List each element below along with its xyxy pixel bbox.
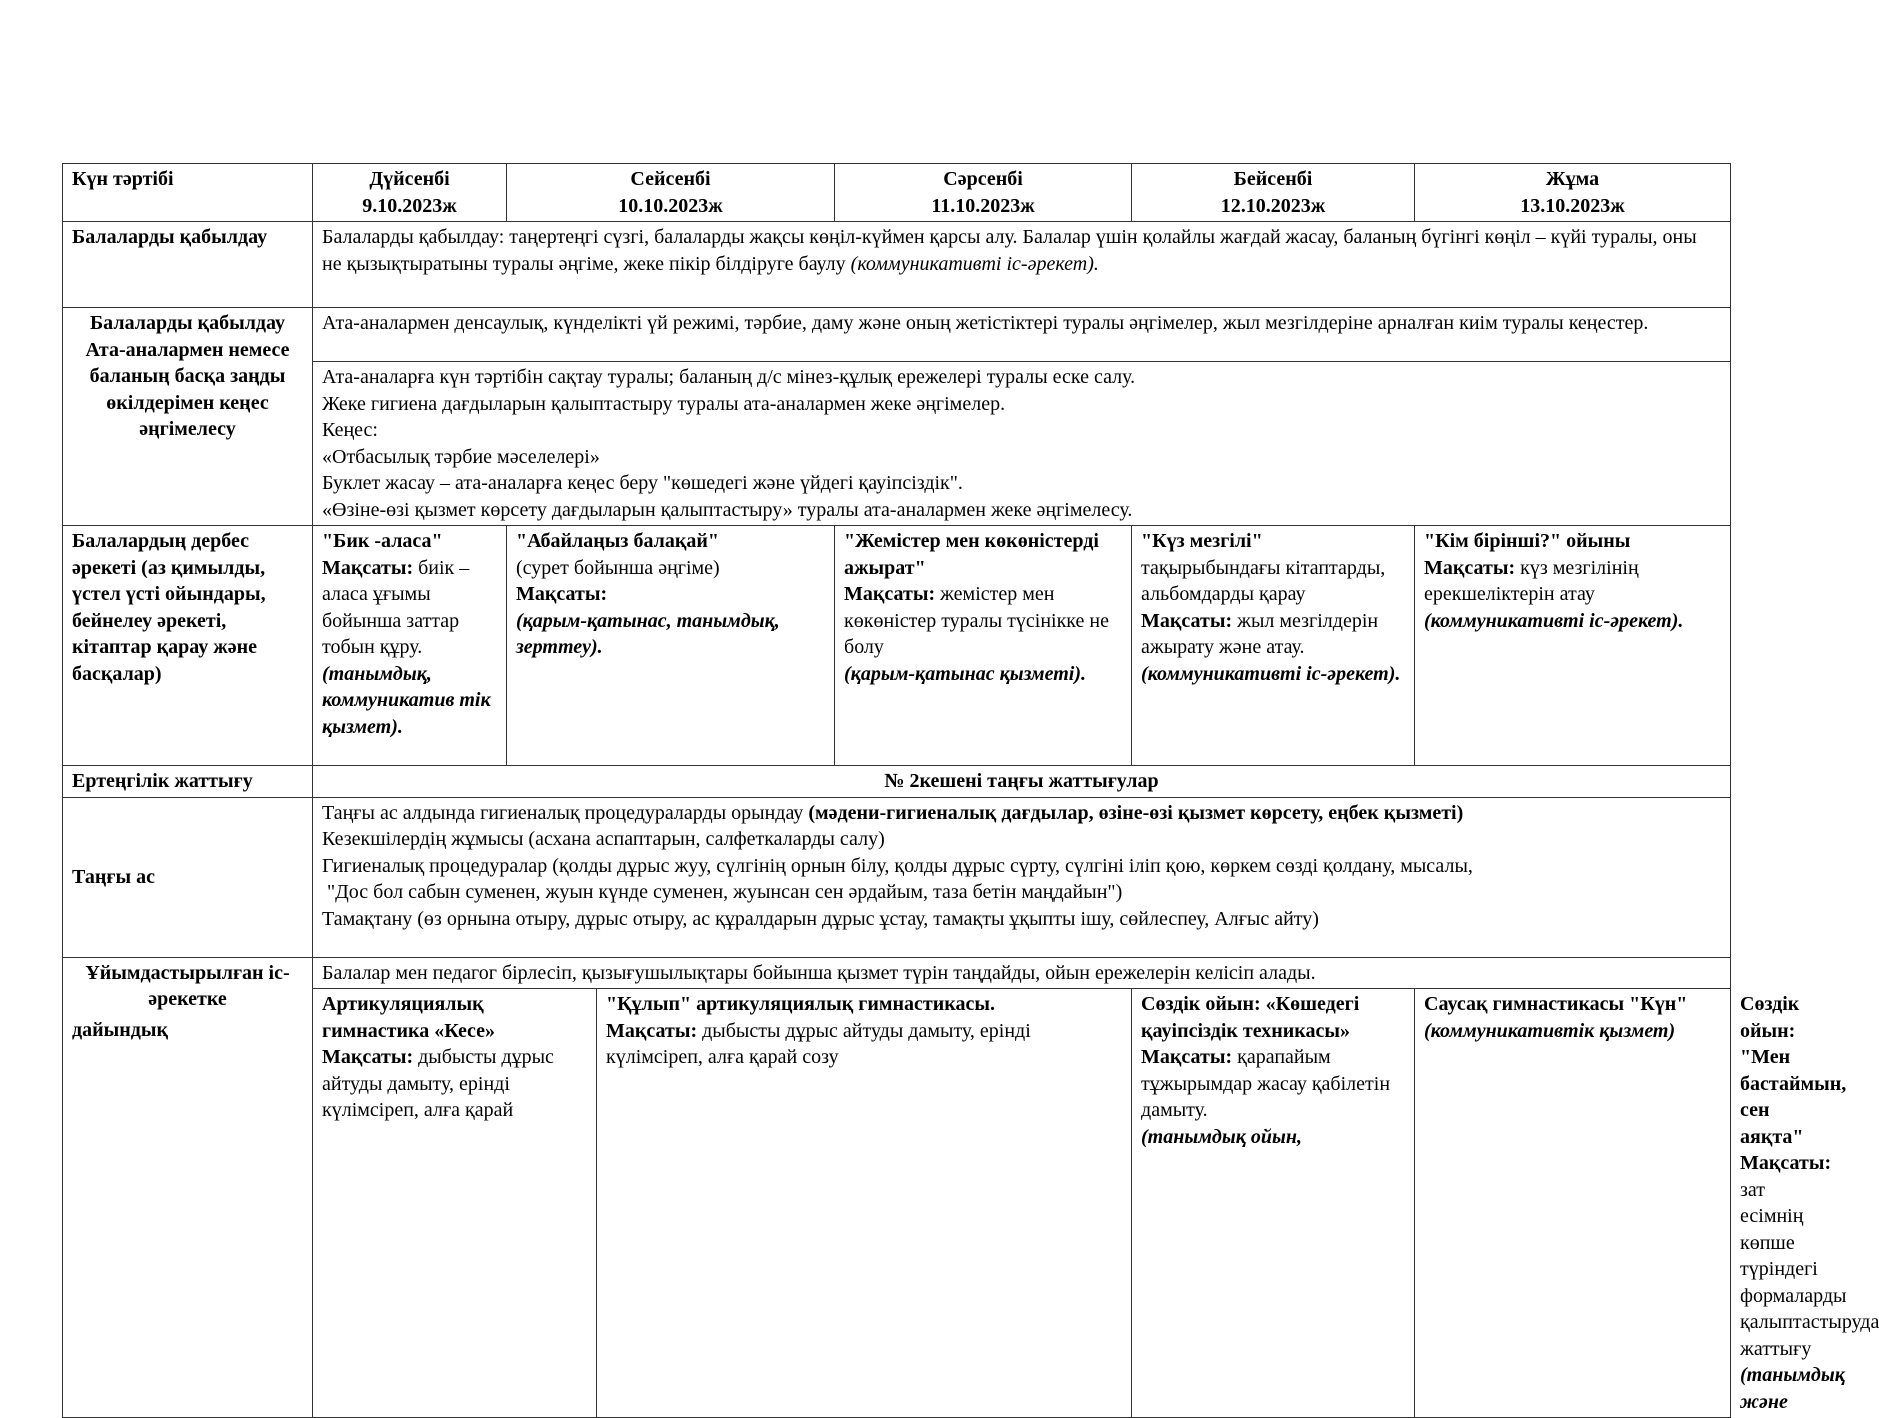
- activity-title: Саусақ гимнастикасы "Күн": [1424, 993, 1688, 1015]
- breakfast-line: Гигиеналық процедуралар (қолды дұрыс жуу, сүлгінің орнын білу, қолды дұрыс сүрту, сүлгіні іліп қою, көркем сөзді қолдану, мысалы,: [322, 854, 1473, 877]
- breakfast-line-bold: (мәдени-гигиеналық дағдылар, өзіне-өзі қызмет көрсету, еңбек қызметі): [808, 801, 1464, 824]
- day-header-tuesday: [507, 164, 835, 222]
- parents-line: Буклет жасау – ата-аналарға кеңес беру "көшедегі және үйдегі қауіпсіздік".: [322, 472, 963, 494]
- prep-label-bottom: дайындық: [72, 1018, 169, 1041]
- reception-label: Балаларды қабылдау: [63, 222, 313, 308]
- prep-label: [63, 957, 313, 1418]
- reception-content: [313, 222, 1731, 308]
- day-header-friday: [1415, 164, 1731, 222]
- breakfast-row: [63, 797, 1731, 957]
- prep-wednesday: [1132, 989, 1415, 1418]
- parents-reminders: [313, 362, 1731, 526]
- goal-text: жыл мезгілдерін ажырату және атау.: [1141, 609, 1379, 658]
- prep-tuesday: [597, 989, 1132, 1418]
- activity-note: (танымдық, коммуникатив тік қызмет).: [322, 662, 491, 738]
- prep-row-1: [63, 957, 1731, 989]
- day-header-monday: [313, 164, 507, 222]
- parents-line: «Өзіне-өзі қызмет көрсету дағдыларын қалыптастыру» туралы ата-аналармен жеке әңгімелесу.: [322, 498, 1133, 521]
- day-date: 11.10.2023ж: [931, 194, 1035, 217]
- activity-note: (коммуникативті іс-әрекет).: [1141, 662, 1401, 685]
- parents-line: Кеңес:: [322, 419, 378, 441]
- prep-thursday: [1415, 989, 1731, 1418]
- parents-line: «Отбасылық тәрбие мәселелері»: [322, 445, 600, 468]
- exercise-content: № 2кешені таңғы жаттығулар: [313, 766, 1731, 798]
- activity-title: "Құлып" артикуляциялық гимнастикасы.: [606, 993, 995, 1015]
- goal-label: Мақсаты:: [1141, 609, 1233, 632]
- reception-text: Балаларды қабылдау: таңертеңгі сүзгі, балаларды жақсы көңіл-күймен қарсы алу. Балалар үшін қолайлы жағдай жасау, баланың бүгінгі көңіл – күйі туралы, оны не қызықтыратыны туралы әңгіме, жеке пікір білдіруге баулу: [322, 226, 1697, 275]
- day-date: 13.10.2023ж: [1520, 194, 1625, 217]
- independent-tuesday: [507, 526, 835, 766]
- activity-title: "Күз мезгілі": [1141, 530, 1263, 552]
- goal-label: Мақсаты:: [516, 583, 608, 605]
- activity-title: "Жемістер мен көкөністерді ажырат": [844, 530, 1099, 579]
- independent-thursday: [1132, 526, 1415, 766]
- header-row: [63, 164, 1731, 222]
- reception-row: [63, 222, 1731, 308]
- day-name: Сейсенбі: [630, 168, 711, 190]
- goal-label: Мақсаты:: [1141, 1046, 1233, 1068]
- exercise-row: [63, 766, 1731, 798]
- goal-label: Мақсаты:: [322, 1046, 414, 1068]
- breakfast-line: Тамақтану (өз орнына отыру, дұрыс отыру, ас құралдарын дұрыс ұстау, тамақты ұқыпты ішу, сөйлеспеу, Алғыс айту): [322, 907, 1319, 930]
- day-name: Сәрсенбі: [943, 168, 1023, 190]
- activity-title: Сөздік ойын: «Көшедегі қауіпсіздік техникасы»: [1141, 993, 1360, 1042]
- parents-row-1: [63, 308, 1731, 362]
- independent-friday: [1415, 526, 1731, 766]
- day-date: 9.10.2023ж: [362, 194, 457, 217]
- activity-note: (қарым-қатынас, танымдық, зерттеу).: [516, 609, 780, 658]
- breakfast-line: "Дос бол сабын суменен, жуын күнде суменен, жуынсан сен әрдайым, таза бетін маңдайын"): [322, 881, 1123, 903]
- activity-note: (танымдық ойын,: [1141, 1125, 1302, 1148]
- activity-title: "Кім бірінші?" ойыны: [1424, 530, 1631, 552]
- goal-label: Мақсаты:: [844, 583, 936, 605]
- goal-text: жемістер мен көкөністер туралы түсінікке не болу: [844, 583, 1109, 658]
- parents-advice: Ата-аналармен денсаулық, күнделікті үй режимі, тәрбие, даму және оның жетістіктері туралы әңгімелер, жыл мезгілдеріне арналған киім туралы кеңестер.: [313, 308, 1731, 362]
- day-date: 10.10.2023ж: [618, 194, 723, 217]
- day-header-wednesday: [835, 164, 1132, 222]
- daily-schedule-table: [62, 163, 1879, 1418]
- prep-row-2: Артикуляциялық гимнастика «Кесе» Мақсаты: дыбысты дұрыс айтуды дамыту, ерінді күлімсіреп, алға қарай "Құлып" артикуляциялық гимнастикасы. Мақсаты: дыбысты дұрыс айтуды дамыту, ерінді күлімсіреп, алға қарай созу Сөздік ойын: «Көшедегі қауіпсіздік техникасы» Мақсаты: қарапайым тұжырымдар жасау қабілетін дамыту. (танымдық ойын, Саусақ гимнастикасы "Күн" (коммуникативтік қызмет) Сөздік ойын: "Мен бастаймын, сен аяқта" Мақсаты: зат есімнің көпше түріндегі формаларды қалыптастыруда жаттығу (танымдық және: [63, 989, 1731, 1418]
- day-name: Дүйсенбі: [369, 168, 450, 190]
- goal-text: қарапайым тұжырымдар жасау қабілетін дамыту.: [1141, 1046, 1391, 1121]
- day-name: Бейсенбі: [1233, 168, 1313, 190]
- activity-note: (коммуникативті іс-әрекет).: [1424, 609, 1684, 632]
- independent-label: Балалардың дербес әрекеті (аз қимылды, үстел үсті ойындары, бейнелеу әрекеті, кітаптар қарау және басқалар): [63, 526, 313, 766]
- goal-text: дыбысты дұрыс айтуды дамыту, ерінді күлімсіреп, алға қарай: [322, 1046, 554, 1121]
- independent-row: [63, 526, 1731, 766]
- goal-text: зат есімнің көпше түріндегі формаларды қалыптастыруда жаттығу: [1740, 1178, 1879, 1360]
- goal-label: Мақсаты:: [1424, 556, 1516, 579]
- goal-label: Мақсаты:: [606, 1019, 698, 1042]
- goal-label: Мақсаты:: [322, 556, 414, 579]
- prep-intro: Балалар мен педагог бірлесіп, қызығушылықтары бойынша қызмет түрін таңдайды, ойын ережелерін келісіп алады.: [313, 957, 1731, 989]
- independent-wednesday: [835, 526, 1132, 766]
- activity-subtitle: (сурет бойынша әңгіме): [516, 556, 720, 579]
- activity-title: "Абайлаңыз балақай": [516, 530, 719, 552]
- goal-label: Мақсаты:: [1740, 1152, 1832, 1174]
- parents-row-2: [63, 362, 1731, 526]
- reception-note: (коммуникативті іс-әрекет).: [850, 252, 1099, 275]
- activity-title: "Бик -аласа": [322, 530, 443, 552]
- breakfast-label: Таңғы ас: [63, 797, 313, 957]
- breakfast-content: [313, 797, 1731, 957]
- independent-monday: [313, 526, 507, 766]
- schedule-title: Күн тәртібі: [63, 164, 313, 222]
- parents-line: Жеке гигиена дағдыларын қалыптастыру туралы ата-аналармен жеке әңгімелер.: [322, 392, 1006, 415]
- goal-text: биік – аласа ұғымы бойынша заттар тобын құру.: [322, 556, 470, 658]
- exercise-label: Ертеңгілік жаттығу: [63, 766, 313, 798]
- activity-subtitle: тақырыбындағы кітаптарды, альбомдарды қарау: [1141, 556, 1386, 605]
- day-header-thursday: [1132, 164, 1415, 222]
- day-name: Жұма: [1545, 168, 1600, 190]
- prep-monday: [313, 989, 597, 1418]
- activity-note: (коммуникативтік қызмет): [1424, 1019, 1676, 1042]
- goal-text: күз мезгілінің ерекшеліктерін атау: [1424, 556, 1639, 605]
- breakfast-line: Кезекшілердің жұмысы (асхана аспаптарын, салфеткаларды салу): [322, 828, 885, 850]
- parents-label: Балаларды қабылдау Ата-аналармен немесе баланың басқа заңды өкілдерімен кеңес әңгімелесу: [63, 308, 313, 526]
- parents-line: Ата-аналарға күн тәртібін сақтау туралы; баланың д/с мінез-құлық ережелері туралы еске салу.: [322, 366, 1136, 388]
- activity-title: Артикуляциялық гимнастика «Кесе»: [322, 993, 496, 1042]
- activity-note: (қарым-қатынас қызметі).: [844, 662, 1087, 685]
- breakfast-line: [322, 800, 1721, 827]
- day-date: 12.10.2023ж: [1220, 194, 1326, 217]
- goal-text: дыбысты дұрыс айтуды дамыту, ерінді күлімсіреп, алға қарай созу: [606, 1019, 1031, 1068]
- prep-label-top: Ұйымдастырылған іс-әрекетке: [85, 961, 290, 1010]
- breakfast-line-text: Таңғы ас алдында гигиеналық процедураларды орындау: [322, 801, 804, 824]
